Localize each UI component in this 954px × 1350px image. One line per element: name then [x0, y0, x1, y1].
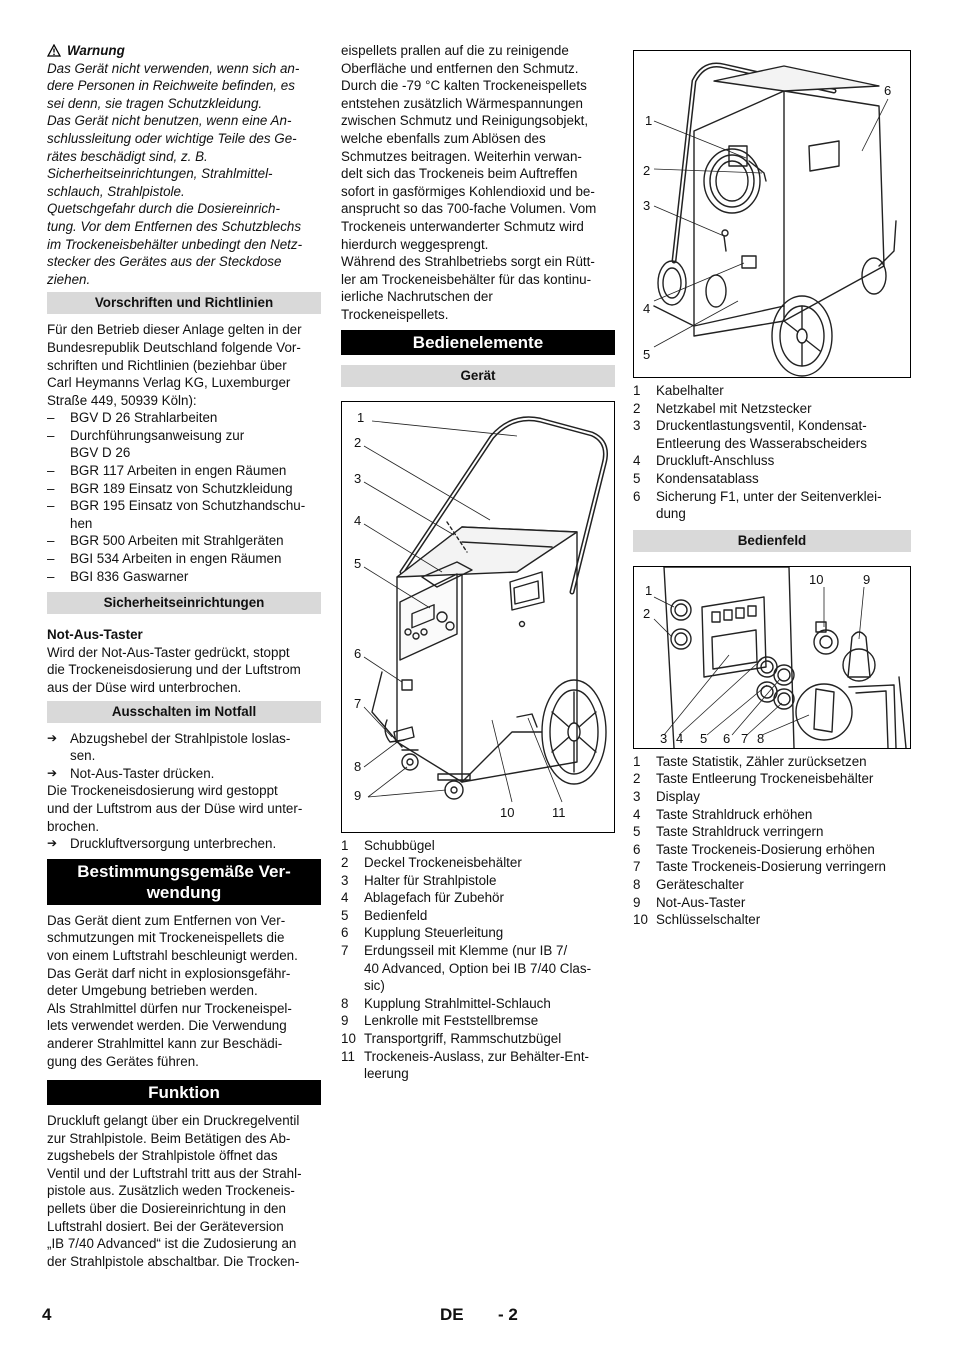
legend-item	[633, 488, 911, 523]
legend-item	[341, 907, 615, 925]
legend-text-line: Druckentlastungsventil, Kondensat-	[656, 418, 867, 434]
legend-item	[633, 382, 911, 400]
list-item-line: – Durchführungsanweisung zur	[70, 427, 245, 443]
list-item	[47, 568, 321, 586]
legend-number: 9	[633, 894, 641, 910]
legend-item	[633, 911, 911, 929]
legend-item	[633, 470, 911, 488]
legend-item	[341, 889, 615, 907]
legend-text-line: Taste Entleerung Trockeneisbehälter	[656, 771, 874, 787]
legend-text-line: Ablagefach für Zubehör	[364, 890, 504, 906]
warning-heading	[47, 42, 321, 60]
text-line: Trockeneispellets.	[341, 306, 449, 322]
list-item	[47, 462, 321, 480]
legend-item	[633, 823, 911, 841]
legend-text	[656, 894, 911, 912]
text-line: Bestimmungsgemäße Ver-	[77, 861, 291, 881]
text-line: Die Trockeneisdosierung wird gestoppt	[47, 783, 278, 799]
text-line: Carl Heymanns Verlag KG, Luxemburger	[47, 375, 291, 391]
text-line: ansprucht so das 700-fache Volumen. Vom	[341, 201, 597, 217]
legend-text-line: Taste Trockeneis-Dosierung verringern	[656, 859, 886, 875]
legend-text-line: leerung	[364, 1066, 409, 1082]
legend-text	[656, 806, 911, 824]
funktion-continued-text	[341, 42, 615, 324]
figure-label: 1	[645, 582, 653, 598]
text-line: Das Gerät nicht verwenden, wenn sich an-	[47, 60, 300, 76]
legend-text-line: 40 Advanced, Option bei IB 7/40 Clas-	[364, 960, 592, 976]
text-line: „IB 7/40 Advanced“ ist die Zudosierung an	[47, 1236, 297, 1252]
text-line: Während des Strahlbetriebs sorgt ein Rütt-	[341, 254, 595, 270]
text-line: Oberfläche und entfernen den Schmutz.	[341, 60, 579, 76]
list-item-line: – BGI 836 Gaswarner	[70, 568, 189, 584]
figure-label: 3	[643, 198, 651, 213]
legend-text-line: Kupplung Strahlmittel-Schlauch	[364, 995, 551, 1011]
figure-label: 10	[500, 804, 515, 820]
legend-text-line: Trockeneis-Auslass, zur Behälter-Ent-	[364, 1048, 589, 1064]
legend-text	[656, 841, 911, 859]
legend-text	[656, 858, 911, 876]
geraet-legend	[341, 837, 615, 1083]
legend-text-line: Sicherung F1, unter der Seitenverklei-	[656, 488, 882, 504]
legend-number: 6	[633, 488, 641, 504]
notaus-text	[47, 644, 321, 697]
heading-bestimmung	[47, 859, 321, 905]
legend-number: 1	[341, 837, 349, 853]
text-line: Das Gerät darf nicht in explosionsgefähr-	[47, 965, 291, 981]
legend-item	[633, 788, 911, 806]
figure-label: 5	[354, 555, 362, 571]
list-item-line: ➔ Abzugshebel der Strahlpistole loslas-	[70, 730, 291, 746]
legend-text	[364, 1048, 615, 1083]
legend-text	[364, 924, 615, 942]
list-item: ➔ Druckluftversorgung unterbrechen.	[47, 835, 321, 853]
text-line: Luftstrahl dosiert. Bei der Geräteversion	[47, 1218, 284, 1234]
legend-item	[633, 876, 911, 894]
list-item-line: – BGR 500 Arbeiten mit Strahlgeräten	[70, 533, 284, 549]
heading-bedienelemente: Bedienelemente	[341, 330, 615, 355]
figure-device-front	[341, 401, 615, 833]
legend-number: 1	[633, 753, 641, 769]
legend-text	[364, 889, 615, 907]
figure-label: 4	[676, 730, 684, 746]
figure-label: 6	[354, 645, 362, 661]
warning-text	[47, 60, 321, 289]
text-line: sofort in gasförmiges Kohlendioxid und be-	[341, 183, 595, 199]
legend-text	[364, 942, 615, 995]
legend-text-line: Deckel Trockeneisbehälter	[364, 855, 522, 871]
legend-number: 9	[341, 1013, 349, 1029]
device-front-illustration	[342, 402, 614, 832]
list-item-line: – BGR 195 Einsatz von Schutzhandschu-	[70, 498, 306, 514]
list-item	[47, 765, 321, 783]
legend-text	[364, 995, 615, 1013]
legend-text	[656, 753, 911, 771]
text-line: Wird der Not-Aus-Taster gedrückt, stoppt	[47, 644, 290, 660]
text-line: Trockeneis unterwanderter Schmutz wird	[341, 218, 584, 234]
legend-text	[656, 911, 911, 929]
list-item-line: – BGR 117 Arbeiten in engen Räumen	[70, 463, 287, 479]
text-line: schmutzungen mit Trockeneispellets die	[47, 930, 285, 946]
list-item	[47, 427, 321, 462]
text-line: schriften und Richtlinien (beziehbar über	[47, 357, 287, 373]
legend-text-line: Kabelhalter	[656, 383, 724, 398]
text-line: Sicherheitseinrichtungen, Strahlmittel-	[47, 166, 273, 182]
figure-label: 7	[741, 730, 749, 746]
vorschriften-text	[47, 321, 321, 409]
legend-text-line: Netzkabel mit Netzstecker	[656, 400, 812, 416]
warning-title: Warnung	[67, 43, 125, 58]
text-line: zwischen Schmutz und Reinigungsobjekt,	[341, 113, 589, 129]
legend-text-line: Taste Statistik, Zähler zurücksetzen	[656, 753, 867, 769]
figure-label: 1	[645, 113, 653, 128]
heading-bedienfeld: Bedienfeld	[633, 530, 911, 552]
legend-text-line: Schubbügel	[364, 837, 435, 853]
figure-label: 5	[700, 730, 708, 746]
text-line: ler am Trockeneisbehälter für das kontinu-	[341, 271, 592, 287]
notaus-title: Not-Aus-Taster	[47, 627, 143, 643]
legend-item	[633, 452, 911, 470]
legend-text-line: Entleerung des Wasserabscheiders	[656, 435, 867, 451]
legend-text-line: Taste Strahldruck erhöhen	[656, 806, 813, 822]
text-line: gung des Gerätes führen.	[47, 1053, 199, 1069]
legend-number: 8	[341, 995, 349, 1011]
text-line: Für den Betrieb dieser Anlage gelten in der	[47, 322, 302, 338]
list-item	[47, 730, 321, 765]
legend-text-line: Halter für Strahlpistole	[364, 872, 497, 888]
text-line: ziehen.	[47, 271, 91, 287]
legend-number: 5	[633, 470, 641, 486]
text-line: aus der Düse wird unterbrochen.	[47, 680, 242, 695]
text-line: im Trockeneisbehälter unbedingt den Netz-	[47, 236, 303, 252]
legend-item	[341, 872, 615, 890]
legend-item	[633, 894, 911, 912]
list-item-line: BGV D 26	[70, 445, 131, 461]
list-item-line: hen	[70, 515, 93, 531]
legend-item	[341, 1048, 615, 1083]
text-line: eispellets prallen auf die zu reinigende	[341, 43, 569, 58]
vorschriften-list	[47, 409, 321, 585]
legend-number: 7	[341, 943, 349, 959]
list-item	[47, 550, 321, 568]
legend-text	[364, 1030, 615, 1048]
legend-text-line: sic)	[364, 978, 385, 994]
legend-text	[656, 417, 911, 452]
text-line: schlussleitung oder wichtige Teile des Ge-	[47, 130, 297, 146]
text-line: pistole aus. Zusätzlich weden Trockeneis-	[47, 1183, 295, 1199]
legend-text-line: Taste Strahldruck verringern	[656, 824, 824, 840]
legend-text-line: Druckluft-Anschluss	[656, 453, 775, 469]
text-line: rätes beschädigt sind, z. B.	[47, 148, 208, 164]
figure-label: 5	[643, 347, 651, 362]
text-line: entstehen zusätzlich Wärmespannungen	[341, 95, 583, 111]
legend-text-line: Lenkrolle mit Feststellbremse	[364, 1013, 539, 1029]
figure-label: 2	[643, 163, 651, 178]
legend-text-line: Transportgriff, Rammschutzbügel	[364, 1031, 562, 1047]
text-line: sei denn, sie tragen Schutzkleidung.	[47, 95, 263, 111]
legend-number: 10	[341, 1031, 356, 1047]
text-line: brochen.	[47, 818, 100, 834]
figure-label: 9	[863, 571, 871, 587]
page-number: 4	[42, 1305, 52, 1324]
legend-text-line: dung	[656, 506, 686, 522]
legend-number: 4	[341, 890, 349, 906]
legend-text	[656, 400, 911, 418]
device-rear-illustration	[634, 51, 910, 377]
warning-triangle-icon	[47, 44, 61, 57]
text-line: welche ebenfalls zum Ablösen des	[341, 130, 546, 146]
legend-item	[341, 1012, 615, 1030]
legend-text	[364, 854, 615, 872]
list-item	[47, 497, 321, 532]
text-line: die Trockeneisdosierung und der Luftstrom	[47, 662, 301, 678]
figure-label: 8	[757, 730, 765, 746]
legend-number: 3	[341, 872, 349, 888]
legend-item	[341, 942, 615, 995]
legend-number: 3	[633, 788, 641, 804]
list-item	[47, 409, 321, 427]
figure-label: 2	[643, 605, 651, 621]
column-middle	[341, 42, 615, 1083]
text-line: wendung	[146, 882, 222, 902]
figure-label: 11	[552, 804, 566, 820]
text-line: tung. Vor dem Entfernen des Schutzblechs	[47, 218, 302, 234]
legend-item	[341, 854, 615, 872]
bestimmung-text	[47, 912, 321, 1070]
text-line: Das Gerät nicht benutzen, wenn eine An-	[47, 113, 292, 129]
legend-text	[656, 382, 911, 400]
footer-sub-page: - 2	[498, 1305, 518, 1324]
list-item	[47, 532, 321, 550]
legend-item	[633, 400, 911, 418]
legend-text	[364, 907, 615, 925]
list-item-line: – BGV D 26 Strahlarbeiten	[70, 410, 218, 426]
text-line: Bundesrepublik Deutschland folgende Vor-	[47, 339, 301, 355]
legend-item	[341, 924, 615, 942]
legend-item	[341, 995, 615, 1013]
figure-label: 3	[354, 470, 362, 486]
text-line: delt sich das Trockeneis beim Auftreffen	[341, 166, 578, 182]
text-line: deter Umgebung betrieben werden.	[47, 983, 258, 999]
heading-geraet: Gerät	[341, 365, 615, 387]
legend-number: 4	[633, 453, 641, 469]
list-item	[47, 480, 321, 498]
figure-label: 6	[723, 730, 731, 746]
column-right	[633, 50, 911, 929]
legend-text-line: Kondensatablass	[656, 470, 759, 486]
list-item-line: – BGI 534 Arbeiten in engen Räumen	[70, 551, 282, 567]
legend-text-line: Bedienfeld	[364, 907, 428, 923]
legend-item	[633, 841, 911, 859]
legend-text-line: Taste Trockeneis-Dosierung erhöhen	[656, 841, 875, 857]
text-line: ierliche Nachrutschen der	[341, 289, 493, 305]
legend-number: 10	[633, 912, 648, 928]
text-line: Quetschgefahr durch die Dosiereinrich-	[47, 201, 280, 217]
legend-text	[364, 872, 615, 890]
heading-vorschriften: Vorschriften und Richtlinien	[47, 292, 321, 314]
text-line: lets verwendet werden. Die Verwendung	[47, 1018, 287, 1034]
figure-label: 4	[354, 512, 362, 528]
figure-label: 3	[660, 730, 668, 746]
legend-text	[656, 488, 911, 523]
legend-item	[633, 753, 911, 771]
legend-text	[364, 837, 615, 855]
legend-text	[656, 876, 911, 894]
legend-item	[633, 770, 911, 788]
ausschalten-text	[47, 782, 321, 835]
list-item-line: sen.	[70, 748, 96, 764]
list-item-line: ➔ Not-Aus-Taster drücken.	[70, 765, 215, 781]
legend-text	[656, 788, 911, 806]
text-line: zur Strahlpistole. Beim Betätigen des Ab-	[47, 1130, 291, 1146]
legend-number: 5	[341, 907, 349, 923]
legend-item	[341, 837, 615, 855]
text-line: Ventil und der Luftstrahl tritt aus der Strahl-	[47, 1165, 302, 1181]
legend-number: 3	[633, 418, 641, 434]
text-line: Das Gerät dient zum Entfernen von Ver-	[47, 912, 286, 928]
legend-text-line: Erdungsseil mit Klemme (nur IB 7/	[364, 943, 568, 959]
funktion-text	[47, 1112, 321, 1270]
legend-text	[656, 770, 911, 788]
legend-number: 6	[633, 841, 641, 857]
text-line: Druckluft gelangt über ein Druckregelventil	[47, 1113, 300, 1129]
legend-text	[656, 452, 911, 470]
ausschalten-steps	[47, 730, 321, 783]
figure-label: 4	[643, 301, 651, 316]
legend-item	[633, 858, 911, 876]
footer-language: DE	[440, 1305, 464, 1324]
legend-text-line: Kupplung Steuerleitung	[364, 925, 504, 941]
figure-label: 6	[884, 83, 892, 98]
bedienfeld-legend	[633, 753, 911, 929]
legend-number: 2	[633, 400, 641, 416]
legend-item	[341, 1030, 615, 1048]
text-line: Als Strahlmittel dürfen nur Trockeneispel-	[47, 1000, 292, 1016]
legend-number: 1	[633, 383, 641, 398]
text-line: der Strahlpistole abschaltbar. Die Trocken-	[47, 1253, 300, 1269]
figure-label: 8	[354, 758, 362, 774]
legend-number: 2	[633, 771, 641, 787]
text-line: Straße 449, 50939 Köln):	[47, 392, 197, 408]
text-line: Durch die -79 °C kalten Trockeneispellets	[341, 78, 587, 94]
legend-text-line: Geräteschalter	[656, 876, 744, 892]
legend-number: 5	[633, 824, 641, 840]
heading-funktion: Funktion	[47, 1080, 321, 1105]
text-line: stecker des Gerätes aus der Steckdose	[47, 254, 282, 270]
figure-device-rear	[633, 50, 911, 378]
legend-number: 6	[341, 925, 349, 941]
legend-text-line: Not-Aus-Taster	[656, 894, 746, 910]
heading-ausschalten: Ausschalten im Notfall	[47, 701, 321, 723]
text-line: dere Personen in Reichweite befinden, es	[47, 78, 295, 94]
legend-number: 11	[341, 1048, 355, 1064]
text-line: Schmutzes beitragen. Weiterhin verwan-	[341, 148, 582, 164]
legend-item	[633, 417, 911, 452]
column-left	[47, 42, 321, 1270]
figure-label: 10	[809, 571, 824, 587]
control-panel-illustration	[634, 567, 910, 748]
text-line: und der Luftstrom aus der Düse wird unter-	[47, 800, 303, 816]
legend-number: 2	[341, 855, 349, 871]
figure-label: 7	[354, 695, 362, 711]
legend-number: 7	[633, 859, 641, 875]
text-line: von einem Luftstrahl beschleunigt werden.	[47, 947, 298, 963]
figure-label: 1	[357, 409, 365, 425]
ausschalten-last-step	[47, 835, 321, 853]
legend-text	[656, 823, 911, 841]
text-line: schlauch, Strahlpistole.	[47, 183, 185, 199]
rear-legend	[633, 382, 911, 523]
list-item-line: – BGR 189 Einsatz von Schutzkleidung	[70, 480, 293, 496]
text-line: zugshebels der Strahlpistole öffnet das	[47, 1148, 278, 1164]
text-line: pellets über die Dosiereinrichtung in den	[47, 1201, 286, 1217]
figure-label: 2	[354, 434, 362, 450]
legend-text	[656, 470, 911, 488]
legend-text-line: Display	[656, 788, 700, 804]
legend-text	[364, 1012, 615, 1030]
heading-sicherheit: Sicherheitseinrichtungen	[47, 592, 321, 614]
legend-number: 8	[633, 876, 641, 892]
text-line: anderer Strahlmittel kann zur Beschädi-	[47, 1035, 283, 1051]
figure-control-panel	[633, 566, 911, 749]
figure-label: 9	[354, 787, 362, 803]
legend-item	[633, 806, 911, 824]
legend-text-line: Schlüsselschalter	[656, 912, 761, 928]
text-line: hierdurch weggesprengt.	[341, 236, 489, 252]
legend-number: 4	[633, 806, 641, 822]
